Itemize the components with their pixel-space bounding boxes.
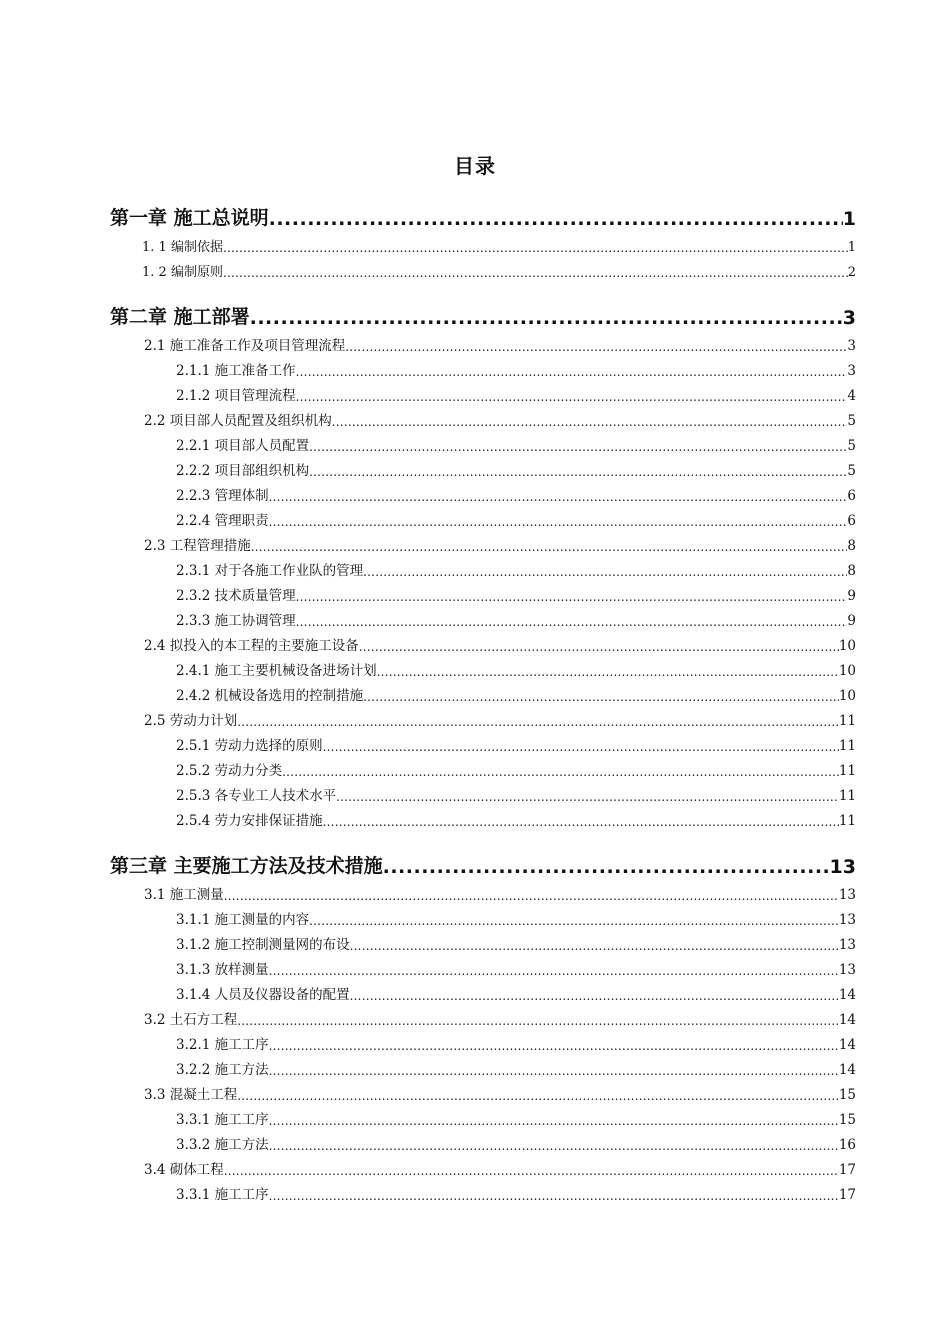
toc-label: 3.3 混凝土工程 (144, 1087, 238, 1103)
toc-leader (296, 390, 848, 404)
toc-leader (309, 465, 847, 479)
toc-subsection[interactable] (110, 604, 856, 629)
toc-page: 11 (838, 763, 856, 779)
toc-leader (251, 540, 848, 554)
toc-subsection[interactable] (110, 928, 856, 953)
toc-label: 2.5 劳动力计划 (144, 713, 238, 729)
toc-leader (296, 615, 848, 629)
toc-page: 3 (847, 363, 856, 379)
toc-label: 2.5.1 劳动力选择的原则 (176, 738, 323, 754)
toc-label: 2.3.1 对于各施工作业队的管理 (176, 563, 364, 579)
toc-page: 1 (842, 208, 856, 230)
toc-section[interactable] (110, 529, 856, 554)
toc-label: 2.2.3 管理体制 (176, 488, 269, 504)
toc-section[interactable] (110, 1078, 856, 1103)
toc-page: 9 (847, 588, 856, 604)
toc-label: 2.2.1 项目部人员配置 (176, 438, 310, 454)
toc-chapter-2[interactable] (110, 292, 856, 329)
toc-leader (269, 1039, 839, 1053)
toc-leader (250, 307, 843, 329)
toc-page: 5 (847, 463, 856, 479)
toc-page: 14 (838, 1062, 856, 1078)
toc-page: 11 (838, 713, 856, 729)
toc-section[interactable] (110, 1153, 856, 1178)
toc-label: 第二章 施工部署 (110, 306, 250, 328)
toc-label: 2.2 项目部人员配置及组织机构 (144, 413, 332, 429)
toc-leader (223, 266, 848, 280)
toc-page: 8 (847, 538, 856, 554)
toc-subsection[interactable] (110, 579, 856, 604)
toc-page: 13 (838, 937, 856, 953)
toc-subsection[interactable] (110, 804, 856, 829)
toc-leader (296, 590, 848, 604)
toc-page: 5 (847, 413, 856, 429)
toc-leader (269, 515, 848, 529)
toc-leader (323, 815, 839, 829)
toc-leader (223, 241, 848, 255)
toc-label: 2.3.2 技术质量管理 (176, 588, 296, 604)
toc-subsection[interactable] (110, 429, 856, 454)
toc-subsection[interactable] (110, 354, 856, 379)
toc-page: 10 (838, 688, 856, 704)
toc-subsection[interactable] (110, 1053, 856, 1078)
toc-leader (282, 765, 839, 779)
toc-leader (332, 415, 848, 429)
toc-page: 13 (838, 887, 856, 903)
toc-leader (296, 365, 848, 379)
toc-page: 6 (847, 488, 856, 504)
toc-label: 2.3.3 施工协调管理 (176, 613, 296, 629)
toc-leader (323, 740, 839, 754)
toc-label: 2.5.4 劳力安排保证措施 (176, 813, 323, 829)
toc-leader (269, 208, 843, 230)
toc-page: 4 (847, 388, 856, 404)
toc-subsection[interactable] (110, 978, 856, 1003)
toc-label: 3.3.1 施工工序 (176, 1112, 269, 1128)
toc-leader (269, 1189, 839, 1203)
toc-label: 2.4.1 施工主要机械设备进场计划 (176, 663, 377, 679)
toc-subsection[interactable] (110, 479, 856, 504)
toc-page: 2 (847, 265, 856, 280)
toc-leader (350, 939, 839, 953)
toc-leader (336, 790, 839, 804)
toc-title: 目录 (454, 154, 496, 178)
toc-page: 1 (847, 240, 856, 255)
toc-page: 3 (847, 338, 856, 354)
toc-page: 15 (838, 1112, 856, 1128)
toc-page: 11 (838, 788, 856, 804)
toc-page: 13 (838, 912, 856, 928)
toc-label: 2.5.3 各专业工人技术水平 (176, 788, 337, 804)
toc-page: 10 (838, 663, 856, 679)
toc-page: 14 (838, 1037, 856, 1053)
toc-section[interactable] (110, 878, 856, 903)
toc-page: 17 (838, 1187, 856, 1203)
toc-label: 3.4 砌体工程 (144, 1162, 224, 1178)
toc-page: 16 (838, 1137, 856, 1153)
toc-subsection[interactable] (110, 729, 856, 754)
toc-label: 3.1 施工测量 (144, 887, 224, 903)
toc-leader (269, 1114, 839, 1128)
toc-subsection[interactable] (110, 754, 856, 779)
toc-page: 13 (838, 962, 856, 978)
toc-section[interactable] (110, 629, 856, 654)
toc-section[interactable] (110, 329, 856, 354)
toc-page: 9 (847, 613, 856, 629)
toc-label: 2.4.2 机械设备选用的控制措施 (176, 688, 364, 704)
toc-subsection[interactable] (110, 903, 856, 928)
toc-page: 17 (838, 1162, 856, 1178)
toc-label: 3.3.1 施工工序 (176, 1187, 269, 1203)
toc-label: 2.1.1 施工准备工作 (176, 363, 296, 379)
toc-leader (359, 640, 839, 654)
toc-label: 3.1.1 施工测量的内容 (176, 912, 310, 928)
toc-section[interactable] (110, 230, 856, 255)
toc-subsection[interactable] (110, 679, 856, 704)
toc-leader (309, 914, 839, 928)
toc-label: 第三章 主要施工方法及技术措施 (110, 855, 383, 877)
toc-section[interactable] (110, 704, 856, 729)
toc-label: 2.5.2 劳动力分类 (176, 763, 283, 779)
toc-section[interactable] (110, 255, 856, 280)
toc-label: 1. 2 编制原则 (142, 265, 223, 280)
toc-leader (350, 989, 839, 1003)
toc-leader (269, 490, 848, 504)
toc-leader (363, 565, 847, 579)
toc-leader (345, 340, 847, 354)
toc-label: 2.1.2 项目管理流程 (176, 388, 296, 404)
toc-label: 2.3 工程管理措施 (144, 538, 251, 554)
toc-page: 5 (847, 438, 856, 454)
toc-subsection[interactable] (110, 379, 856, 404)
toc-label: 3.1.4 人员及仪器设备的配置 (176, 987, 350, 1003)
toc-label: 3.1.2 施工控制测量网的布设 (176, 937, 350, 953)
toc-leader (363, 690, 839, 704)
toc-page: 14 (838, 987, 856, 1003)
toc-leader (237, 715, 839, 729)
toc-label: 3.3.2 施工方法 (176, 1137, 269, 1153)
toc-label: 3.1.3 放样测量 (176, 962, 269, 978)
toc-label: 2.2.2 项目部组织机构 (176, 463, 310, 479)
toc-leader (269, 964, 839, 978)
toc-label: 3.2.2 施工方法 (176, 1062, 269, 1078)
toc-subsection[interactable] (110, 1028, 856, 1053)
toc-page: 10 (838, 638, 856, 654)
toc-leader (237, 1089, 839, 1103)
toc-label: 2.4 拟投入的本工程的主要施工设备 (144, 638, 359, 654)
toc-page: 15 (838, 1087, 856, 1103)
toc-page: 11 (838, 738, 856, 754)
toc-chapter-1[interactable] (110, 200, 856, 230)
toc-leader (309, 440, 847, 454)
toc-leader (224, 889, 839, 903)
toc-subsection[interactable] (110, 504, 856, 529)
toc-page: 8 (847, 563, 856, 579)
toc-subsection[interactable] (110, 1103, 856, 1128)
toc-subsection[interactable] (110, 1178, 856, 1203)
toc-section[interactable] (110, 404, 856, 429)
toc-subsection[interactable] (110, 554, 856, 579)
toc-page: 3 (842, 307, 856, 329)
toc-leader (377, 665, 839, 679)
toc-leader (269, 1064, 839, 1078)
toc-page: 14 (838, 1012, 856, 1028)
toc-chapter-3[interactable] (110, 841, 856, 878)
toc-label: 1. 1 编制依据 (142, 240, 223, 255)
toc-label: 第一章 施工总说明 (110, 207, 269, 229)
toc-page: 13 (829, 856, 856, 878)
toc-leader (383, 856, 830, 878)
toc-label: 3.2 土石方工程 (144, 1012, 238, 1028)
toc-section[interactable] (110, 1003, 856, 1028)
toc-subsection[interactable] (110, 1128, 856, 1153)
toc-subsection[interactable] (110, 953, 856, 978)
toc-subsection[interactable] (110, 654, 856, 679)
toc-page: 11 (838, 813, 856, 829)
toc-subsection[interactable] (110, 454, 856, 479)
toc-page: 6 (847, 513, 856, 529)
toc-leader (269, 1139, 839, 1153)
toc-label: 2.2.4 管理职责 (176, 513, 269, 529)
table-of-contents (110, 198, 856, 1203)
toc-label: 2.1 施工准备工作及项目管理流程 (144, 338, 346, 354)
toc-leader (237, 1014, 839, 1028)
toc-label: 3.2.1 施工工序 (176, 1037, 269, 1053)
toc-subsection[interactable] (110, 779, 856, 804)
toc-leader (224, 1164, 839, 1178)
